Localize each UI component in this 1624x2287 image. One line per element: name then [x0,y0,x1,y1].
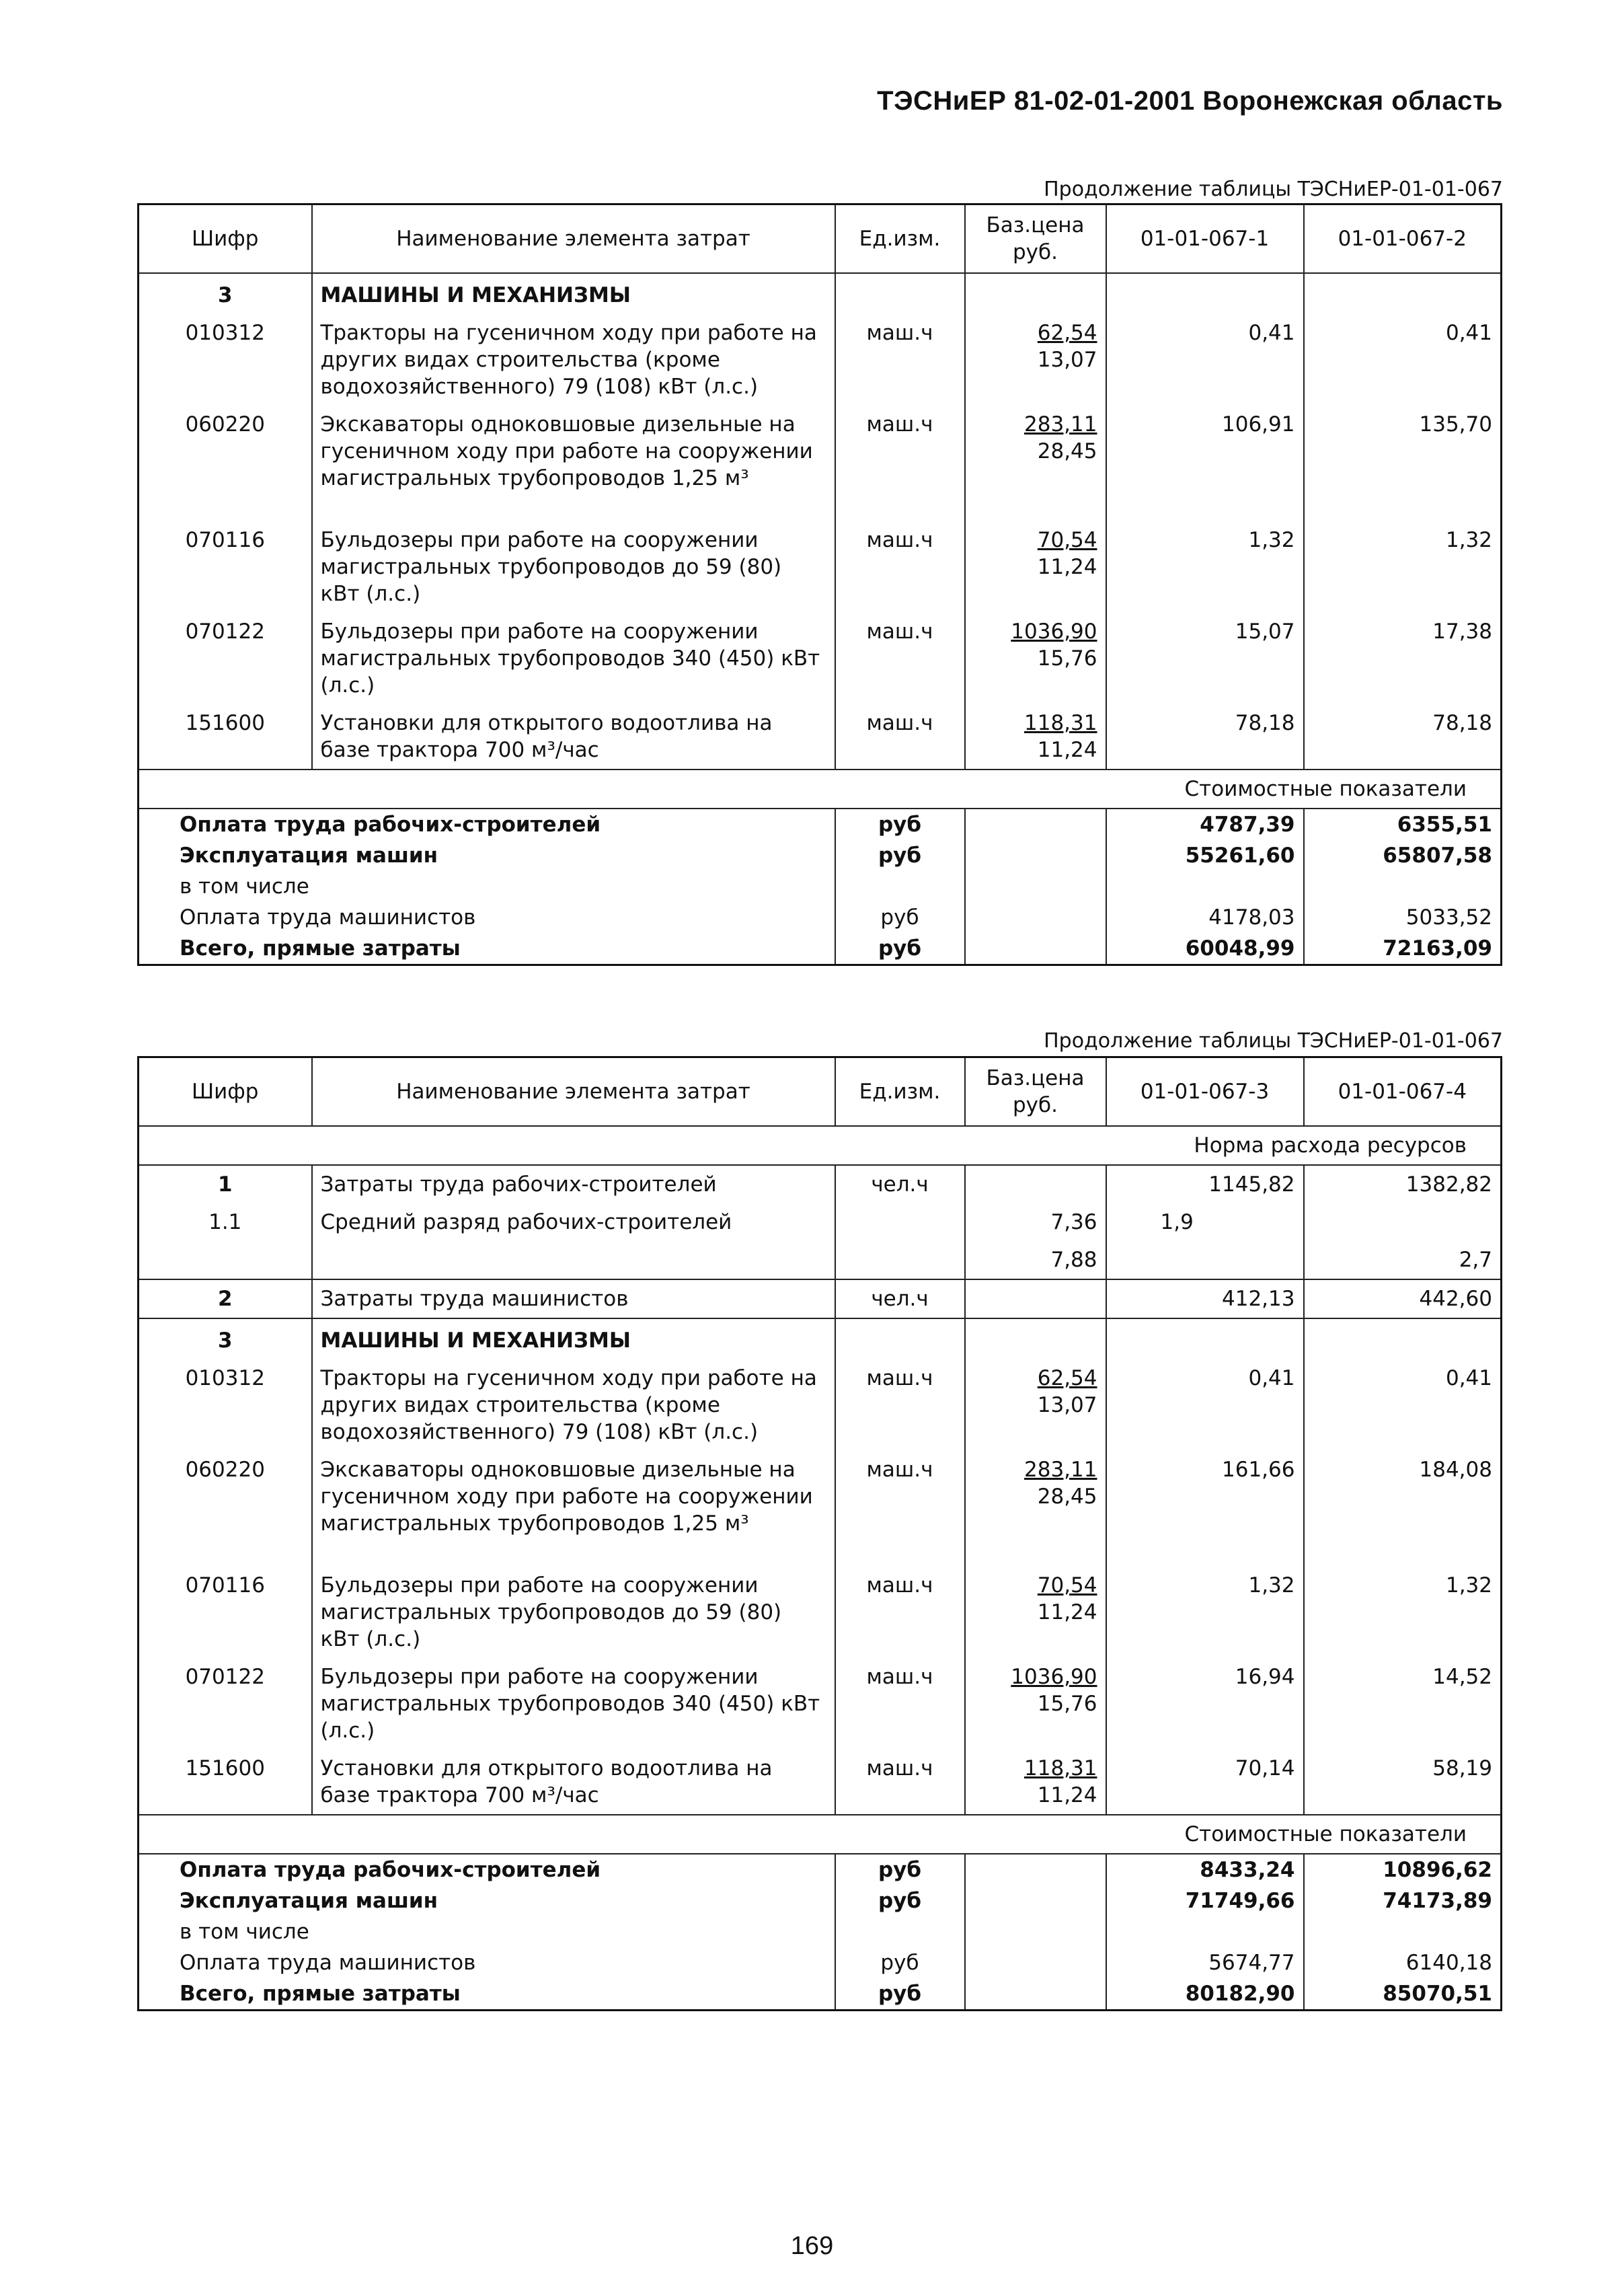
resource-code: 010312 [139,314,312,406]
norm-value: 1,32 [1106,521,1304,613]
unit: маш.ч [835,1567,965,1658]
header-row [139,1057,1502,1127]
unit: маш.ч [835,1359,965,1451]
machinist-wage: 11,24 [1037,1600,1097,1624]
norm-value: 78,18 [1106,704,1304,770]
resource-name: Затраты труда рабочих-строителей [312,1165,835,1203]
column-header: Шифр [139,1057,312,1127]
machinist-wage: 28,45 [1037,439,1097,463]
resource-name: Экскаваторы одноковшовые дизельные на гусеничном ходу при работе на сооружении магистральных трубопроводов 1,25 м³ [312,1451,835,1567]
grade-value: 7,36 [965,1203,1106,1241]
total-value: 10896,62 [1304,1854,1502,1885]
resource-name: Бульдозеры при работе на сооружении магистральных трубопроводов 340 (450) кВт (л.с.) [312,1658,835,1750]
column-header: Шифр [139,204,312,274]
total-value: 60048,99 [1106,933,1304,965]
machinist-wage: 13,07 [1037,348,1097,372]
total-label: Всего, прямые затраты [139,933,835,965]
norm-value: 17,38 [1304,613,1502,704]
norm-value: 70,14 [1106,1750,1304,1815]
base-price-cell [965,406,1106,521]
column-header: 01-01-067-1 [1106,204,1304,274]
total-label: Оплата труда рабочих-строителей [139,1854,835,1885]
unit: маш.ч [835,613,965,704]
labor-row [139,1165,1502,1203]
total-value [1304,871,1502,902]
total-value: 8433,24 [1106,1854,1304,1885]
norm-value: 58,19 [1304,1750,1502,1815]
resource-code: 1 [139,1165,312,1203]
base-price: 62,54 [1037,321,1097,345]
norm-value: 184,08 [1304,1451,1502,1567]
grade-value: 7,88 [965,1241,1106,1279]
resource-code: 060220 [139,1451,312,1567]
total-value: 6140,18 [1304,1947,1502,1978]
norm-value: 16,94 [1106,1658,1304,1750]
page-number: 169 [790,2232,834,2260]
norm-value: 106,91 [1106,406,1304,521]
norm-value: 1,32 [1106,1567,1304,1658]
grade-row-2 [139,1241,1502,1279]
total-label: в том числе [139,1916,835,1947]
resource-code: 070116 [139,521,312,613]
cost-header-row [139,770,1502,809]
resource-name: Тракторы на гусеничном ходу при работе на других видах строительства (кроме водохозяйственного) 79 (108) кВт (л.с.) [312,314,835,406]
empty-cell [835,1318,965,1359]
norm-value: 1,32 [1304,1567,1502,1658]
base-price-cell [965,613,1106,704]
total-row [139,871,1502,902]
section-code: 3 [139,1318,312,1359]
total-row [139,933,1502,965]
machine-row [139,521,1502,613]
empty-cell [965,1854,1106,1885]
resource-name: Средний разряд рабочих-строителей [312,1203,835,1241]
machine-row [139,1567,1502,1658]
resource-name: Установки для открытого водоотлива на базе трактора 700 м³/час [312,704,835,770]
total-value: 4787,39 [1106,809,1304,840]
base-price: 283,11 [1024,412,1097,437]
resource-code: 060220 [139,406,312,521]
empty-cell [965,809,1106,840]
norm-value: 1382,82 [1304,1165,1502,1203]
machinist-wage: 11,24 [1037,738,1097,762]
table2-caption: Продолжение таблицы ТЭСНиЕР-01-01-067 [1044,1029,1503,1053]
resource-name: Затраты труда машинистов [312,1279,835,1318]
base-price-cell [965,1658,1106,1750]
base-price-cell [965,314,1106,406]
machinist-wage: 15,76 [1037,1692,1097,1716]
total-row [139,1947,1502,1978]
empty-cell [965,933,1106,965]
empty-cell [965,1885,1106,1916]
empty-cell [965,1279,1106,1318]
machinist-wage: 28,45 [1037,1485,1097,1509]
empty-cell [1106,273,1304,314]
machine-row [139,1359,1502,1451]
column-header: Баз.цена руб. [965,204,1106,274]
unit: руб [835,1854,965,1885]
base-price: 62,54 [1037,1366,1097,1390]
section-row [139,1318,1502,1359]
empty-cell [965,840,1106,871]
empty-cell [965,1165,1106,1203]
cost-header-row [139,1815,1502,1854]
machine-row [139,1750,1502,1815]
empty-cell [1106,1241,1304,1279]
base-price: 118,31 [1024,1756,1097,1780]
empty-cell [139,1241,312,1279]
base-price: 70,54 [1037,1573,1097,1598]
empty-cell [965,871,1106,902]
column-header: 01-01-067-3 [1106,1057,1304,1127]
total-label: Эксплуатация машин [139,1885,835,1916]
unit: руб [835,1885,965,1916]
total-label: Эксплуатация машин [139,840,835,871]
base-price-cell [965,704,1106,770]
machine-row [139,1658,1502,1750]
machine-row [139,406,1502,521]
unit: маш.ч [835,1658,965,1750]
unit: руб [835,840,965,871]
norm-header: Норма расхода ресурсов [139,1126,1502,1165]
base-price-cell [965,1451,1106,1567]
section-title: МАШИНЫ И МЕХАНИЗМЫ [312,273,835,314]
base-price: 1036,90 [1011,620,1097,644]
total-value: 72163,09 [1304,933,1502,965]
norm-value: 1,32 [1304,521,1502,613]
machine-row [139,613,1502,704]
total-label: Оплата труда рабочих-строителей [139,809,835,840]
unit [835,1916,965,1947]
resource-name: Экскаваторы одноковшовые дизельные на гусеничном ходу при работе на сооружении магистральных трубопроводов 1,25 м³ [312,406,835,521]
norm-value: 15,07 [1106,613,1304,704]
norm-value: 0,41 [1106,314,1304,406]
empty-cell [835,1203,965,1241]
total-value: 85070,51 [1304,1978,1502,2011]
unit: руб [835,1947,965,1978]
empty-cell [965,1318,1106,1359]
empty-cell [965,1978,1106,2011]
grade-row [139,1203,1502,1241]
empty-cell [965,902,1106,933]
unit: руб [835,809,965,840]
total-value: 71749,66 [1106,1885,1304,1916]
norm-header-row [139,1126,1502,1165]
empty-cell [312,1241,835,1279]
table1-caption: Продолжение таблицы ТЭСНиЕР-01-01-067 [1044,178,1503,201]
resource-code: 1.1 [139,1203,312,1241]
empty-cell [835,273,965,314]
total-label: Оплата труда машинистов [139,902,835,933]
total-value: 65807,58 [1304,840,1502,871]
unit: маш.ч [835,314,965,406]
total-value: 6355,51 [1304,809,1502,840]
norm-value: 161,66 [1106,1451,1304,1567]
machinist-wage: 15,76 [1037,646,1097,671]
total-row [139,809,1502,840]
empty-cell [965,273,1106,314]
resource-code: 010312 [139,1359,312,1451]
total-label: Оплата труда машинистов [139,1947,835,1978]
total-value: 5033,52 [1304,902,1502,933]
base-price: 118,31 [1024,711,1097,735]
total-row [139,840,1502,871]
header-row [139,204,1502,274]
resource-name: Бульдозеры при работе на сооружении магистральных трубопроводов 340 (450) кВт (л.с.) [312,613,835,704]
machinist-wage: 11,24 [1037,1783,1097,1807]
norm-value: 0,41 [1304,314,1502,406]
total-value: 74173,89 [1304,1885,1502,1916]
empty-cell [965,1947,1106,1978]
section-row [139,273,1502,314]
total-row [139,1978,1502,2011]
resource-name: Установки для открытого водоотлива на базе трактора 700 м³/час [312,1750,835,1815]
norm-value: 412,13 [1106,1279,1304,1318]
table1 [137,203,1502,966]
column-header: 01-01-067-4 [1304,1057,1502,1127]
total-row [139,1854,1502,1885]
unit: маш.ч [835,1451,965,1567]
norm-value: 1145,82 [1106,1165,1304,1203]
column-header: Наименование элемента затрат [312,1057,835,1127]
table2 [137,1056,1502,2011]
base-price: 70,54 [1037,528,1097,552]
norm-value: 2,7 [1304,1241,1502,1279]
total-label: Всего, прямые затраты [139,1978,835,2011]
column-header: 01-01-067-2 [1304,204,1502,274]
empty-cell [1304,273,1502,314]
unit: руб [835,1978,965,2011]
total-value [1106,1916,1304,1947]
total-value [1106,871,1304,902]
total-row [139,1916,1502,1947]
machinist-wage: 13,07 [1037,1393,1097,1417]
norm-value: 78,18 [1304,704,1502,770]
resource-code: 151600 [139,704,312,770]
resource-name: Бульдозеры при работе на сооружении магистральных трубопроводов до 59 (80) кВт (л.с.) [312,1567,835,1658]
total-value [1304,1916,1502,1947]
resource-name: Бульдозеры при работе на сооружении магистральных трубопроводов до 59 (80) кВт (л.с.) [312,521,835,613]
unit: маш.ч [835,704,965,770]
section-code: 3 [139,273,312,314]
document-header: ТЭСНиЕР 81-02-01-2001 Воронежская область [877,86,1503,116]
unit: маш.ч [835,406,965,521]
total-label: в том числе [139,871,835,902]
cost-header: Стоимостные показатели [139,1815,1502,1854]
resource-code: 151600 [139,1750,312,1815]
total-value: 55261,60 [1106,840,1304,871]
norm-value: 442,60 [1304,1279,1502,1318]
section-title: МАШИНЫ И МЕХАНИЗМЫ [312,1318,835,1359]
norm-value: 14,52 [1304,1658,1502,1750]
machine-row [139,1451,1502,1567]
column-header: Ед.изм. [835,204,965,274]
unit: чел.ч [835,1279,965,1318]
base-price-cell [965,521,1106,613]
unit: маш.ч [835,1750,965,1815]
total-value: 4178,03 [1106,902,1304,933]
base-price-cell [965,1359,1106,1451]
total-row [139,902,1502,933]
resource-name: Тракторы на гусеничном ходу при работе на других видах строительства (кроме водохозяйственного) 79 (108) кВт (л.с.) [312,1359,835,1451]
total-value: 80182,90 [1106,1978,1304,2011]
machine-row [139,704,1502,770]
empty-cell [965,1916,1106,1947]
machinist-wage: 11,24 [1037,555,1097,579]
resource-code: 2 [139,1279,312,1318]
cost-header: Стоимостные показатели [139,770,1502,809]
resource-code: 070122 [139,613,312,704]
base-price-cell [965,1750,1106,1815]
resource-code: 070116 [139,1567,312,1658]
total-value: 5674,77 [1106,1947,1304,1978]
column-header: Наименование элемента затрат [312,204,835,274]
empty-cell [1304,1318,1502,1359]
norm-value: 0,41 [1106,1359,1304,1451]
norm-value: 135,70 [1304,406,1502,521]
resource-code: 070122 [139,1658,312,1750]
unit: чел.ч [835,1165,965,1203]
empty-cell [1106,1318,1304,1359]
norm-value: 0,41 [1304,1359,1502,1451]
column-header: Баз.цена руб. [965,1057,1106,1127]
base-price: 283,11 [1024,1458,1097,1482]
empty-cell [835,1241,965,1279]
empty-cell [1304,1203,1502,1241]
column-header: Ед.изм. [835,1057,965,1127]
machine-row [139,314,1502,406]
base-price: 1036,90 [1011,1665,1097,1689]
machinists-row [139,1279,1502,1318]
norm-value: 1,9 [1106,1203,1304,1241]
unit: маш.ч [835,521,965,613]
base-price-cell [965,1567,1106,1658]
total-row [139,1885,1502,1916]
unit: руб [835,933,965,965]
unit: руб [835,902,965,933]
unit [835,871,965,902]
